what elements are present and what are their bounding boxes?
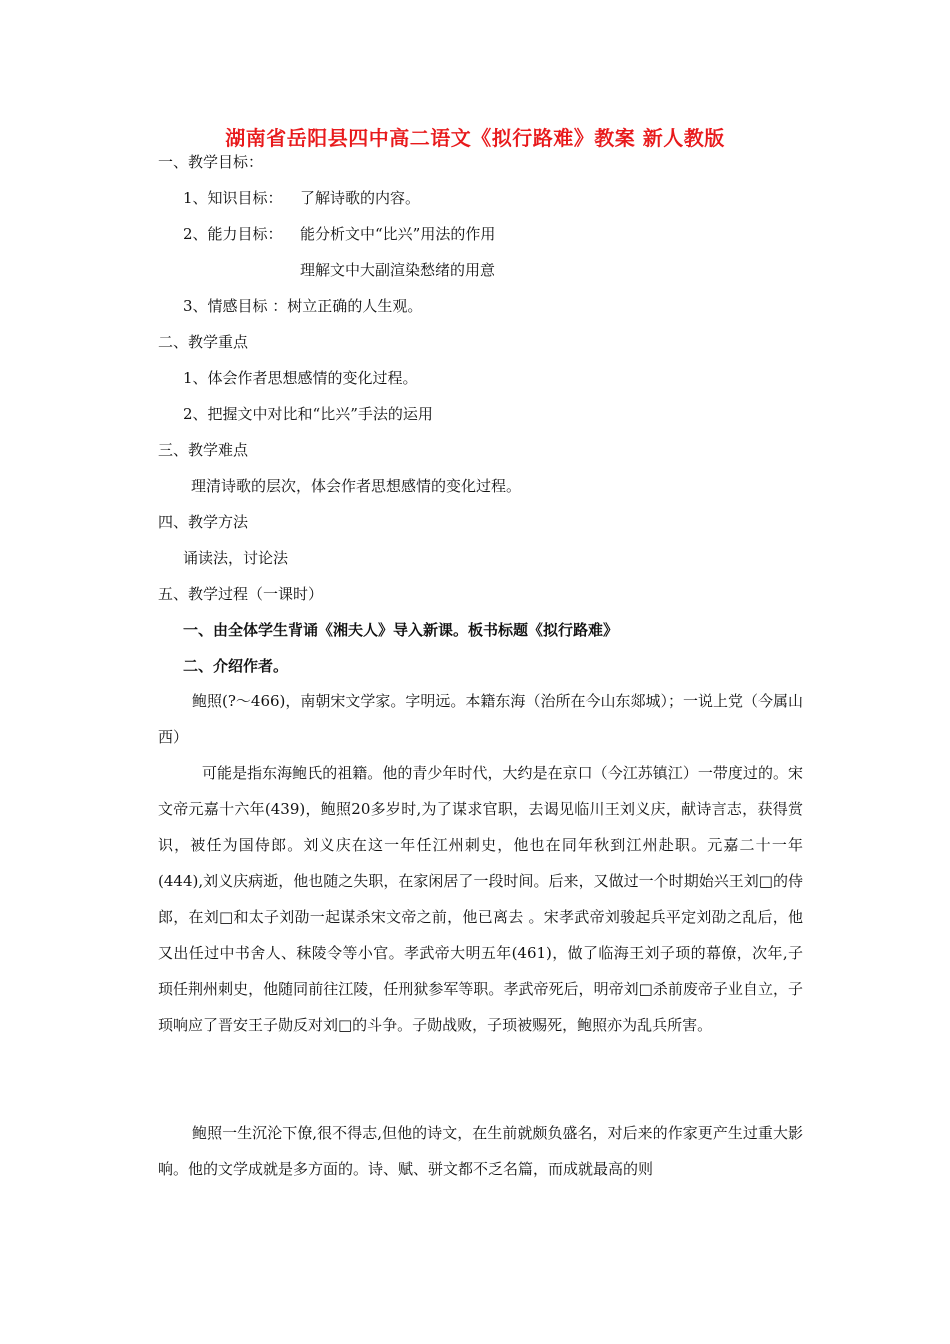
section-key-points-heading: 二、教学重点 xyxy=(158,333,249,351)
ability-goal-text-2: 理解文中大副渲染愁绪的用意 xyxy=(300,261,496,279)
paragraph-text: 可能是指东海鲍氏的祖籍。他的青少年时代，大约是在京口（今江苏镇江）一带度过的。宋文帝元嘉十六年(439)，鲍照20多岁时,为了谋求官职，去谒见临川王刘义庆，献诗言志，获得赏识，被任为国侍郎。刘义庆在这一年任江州刺史，他也在同年秋到江州赴职。元嘉二十一年(444),刘义庆病逝，他也随之失职，在家闲居了一段时间。后来，又做过一个时期始兴王刘□的侍郎，在刘□和太子刘劭一起谋杀宋文帝之前，他已离去 。宋孝武帝刘骏起兵平定刘劭之乱后，他又出任过中书舍人、秣陵令等小官。孝武帝大明五年(461)，做了临海王刘子顼的幕僚，次年,子顼任荆州刺史，他随同前往江陵，任刑狱参军等职。孝武帝死后，明帝刘□杀前废帝子业自立，子顼响应了晋安王子勋反对刘□的斗争。子勋战败，子顼被赐死，鲍照亦为乱兵所害。 xyxy=(158,764,803,1034)
ability-goal-text-1: 能分析文中“比兴”用法的作用 xyxy=(300,225,496,243)
process-step-2: 二、介绍作者。 xyxy=(183,657,289,675)
process-step-1: 一、由全体学生背诵《湘夫人》导入新课。板书标题《拟行路难》 xyxy=(183,621,619,639)
knowledge-goal-label: 1、知识目标： xyxy=(183,189,283,207)
knowledge-goal-text: 了解诗歌的内容。 xyxy=(300,189,421,207)
author-paragraph-3 xyxy=(158,1115,803,1187)
key-point-1: 1、体会作者思想感情的变化过程。 xyxy=(183,369,418,387)
key-point-2: 2、把握文中对比和“比兴”手法的运用 xyxy=(183,405,433,423)
methods-text: 诵读法，讨论法 xyxy=(183,549,289,567)
paragraph-text: 鲍照(?～466)，南朝宋文学家。字明远。本籍东海（治所在今山东郯城）；一说上党（今属山西） xyxy=(158,692,803,746)
author-paragraph-2 xyxy=(158,755,803,1043)
document-title: 湖南省岳阳县四中高二语文《拟行路难》教案 新人教版 xyxy=(225,126,725,150)
section-difficulties-heading: 三、教学难点 xyxy=(158,441,249,459)
section-process-heading: 五、教学过程（一课时） xyxy=(158,585,324,603)
section-teaching-goals-heading: 一、教学目标： xyxy=(158,153,264,171)
ability-goal-label: 2、能力目标： xyxy=(183,225,283,243)
section-methods-heading: 四、教学方法 xyxy=(158,513,249,531)
author-paragraph-1 xyxy=(158,683,803,755)
difficulty-text: 理清诗歌的层次，体会作者思想感情的变化过程。 xyxy=(191,477,522,495)
emotion-goal: 3、情感目标 ：树立正确的人生观。 xyxy=(183,297,423,315)
paragraph-text: 鲍照一生沉沦下僚,很不得志,但他的诗文，在生前就颇负盛名，对后来的作家更产生过重大影响。他的文学成就是多方面的。诗、赋、骈文都不乏名篇，而成就最高的则 xyxy=(158,1124,803,1178)
